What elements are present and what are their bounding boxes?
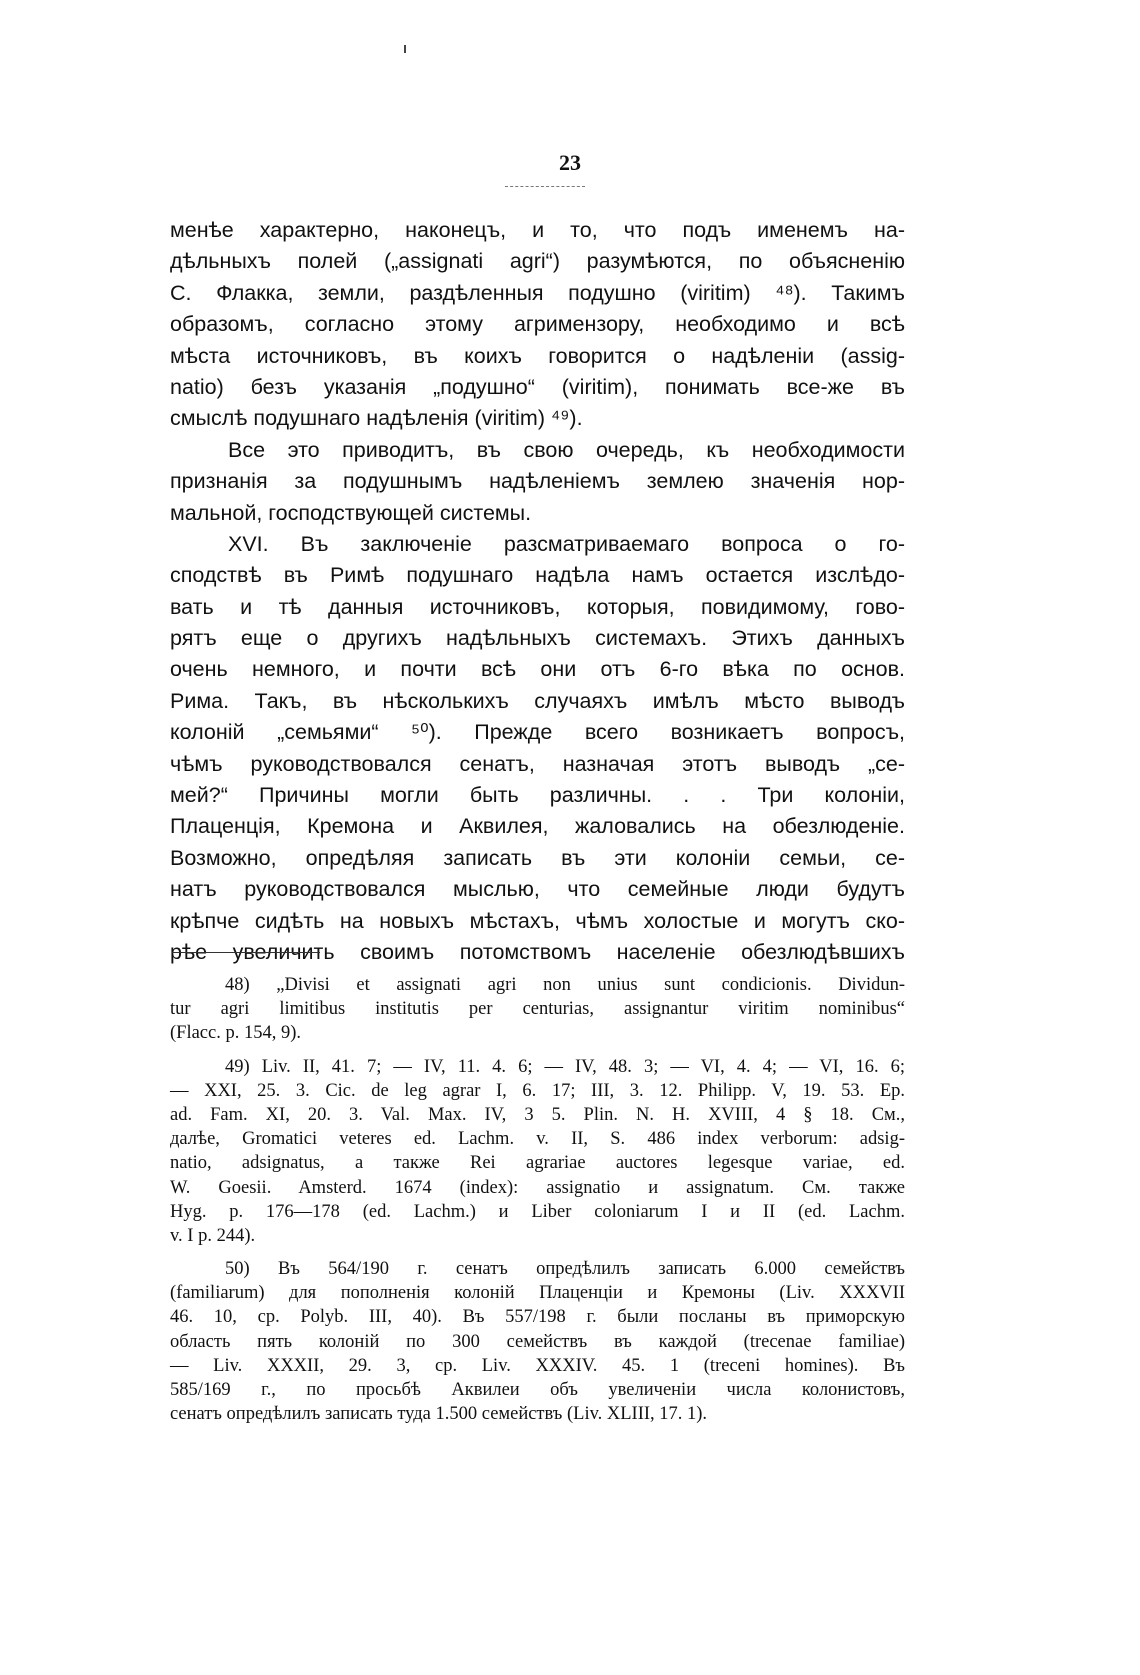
footnote-line: tur agri limitibus institutis per centurias, assignantur viritim nominibus“ bbox=[170, 999, 905, 1020]
footnote-line: natio, adsignatus, а также Rei agrariae auctores legesque variae, ed. bbox=[170, 1153, 905, 1174]
main-text-line: смыслѣ подушнаго надѣленія (viritim) ⁴⁹). bbox=[170, 406, 583, 431]
main-text-line: Плаценція, Кремона и Аквилея, жаловались на обезлюденіе. bbox=[170, 814, 905, 839]
main-text-line: Рима. Такъ, въ нѣсколькихъ случаяхъ имѣлъ мѣсто выводъ bbox=[170, 688, 905, 713]
footnote-separator bbox=[172, 952, 320, 953]
main-text-line: колоній „семьями“ ⁵⁰). Прежде всего возникаетъ вопросъ, bbox=[170, 720, 905, 745]
footnote-line: 50) Въ 564/190 г. сенатъ опредѣлилъ записать 6.000 семействъ bbox=[225, 1259, 905, 1280]
footnote-line: — XXI, 25. 3. Cic. de leg agrar I, 6. 17; III, 3. 12. Philipp. V, 19. 53. Ep. bbox=[170, 1080, 905, 1101]
main-text-line: мей?“ Причины могли быть различны. . . Три колоніи, bbox=[170, 783, 905, 808]
footnote-line: W. Goesii. Amsterd. 1674 (index): assignatio и assignatum. См. также bbox=[170, 1177, 905, 1198]
main-text-line: менѣе характерно, наконецъ, и то, что подъ именемъ на- bbox=[170, 218, 905, 242]
main-text bbox=[170, 215, 905, 968]
footnote-48 bbox=[170, 973, 905, 1046]
footnote-49 bbox=[170, 1055, 905, 1249]
page-number-rule bbox=[505, 186, 585, 187]
footnote-line: сенатъ опредѣлилъ записать туда 1.500 семействъ (Liv. XLIII, 17. 1). bbox=[170, 1404, 708, 1425]
main-text-line: мальной, господствующей системы. bbox=[170, 500, 532, 525]
main-text-line: мѣста источниковъ, въ коихъ говорится о надѣленіи (assig- bbox=[170, 343, 905, 368]
footnote-line: далѣе, Gromatici veteres ed. Lachm. v. II, S. 486 index verborum: adsig- bbox=[170, 1129, 905, 1150]
page-number: 23 bbox=[559, 150, 581, 175]
main-text-line: образомъ, согласно этому агримензору, необходимо и всѣ bbox=[170, 312, 905, 337]
main-text-line: Все это приводитъ, въ свою очередь, къ необходимости bbox=[228, 437, 905, 462]
main-text-line: натъ руководствовался мыслью, что семейные люди будутъ bbox=[170, 877, 905, 902]
scan-artifact-mark bbox=[404, 45, 406, 53]
main-text-line: сподствѣ въ Римѣ подушнаго надѣла намъ остается изслѣдо- bbox=[170, 563, 905, 588]
main-text-line: рятъ еще о другихъ надѣльныхъ системахъ. Этихъ данныхъ bbox=[170, 626, 905, 651]
main-text-line: признанія за подушнымъ надѣленіемъ землею значенія нор- bbox=[170, 469, 905, 494]
main-text-line: очень немного, и почти всѣ они отъ 6-го вѣка по основ. bbox=[170, 657, 905, 682]
main-text-line: вать и тѣ данныя источниковъ, которыя, повидимому, гово- bbox=[170, 594, 905, 619]
main-text-line: Возможно, опредѣляя записать въ эти колоніи семьи, се- bbox=[170, 845, 905, 870]
footnote-line: 48) „Divisi et assignati agri non unius sunt condicionis. Dividun- bbox=[225, 975, 905, 995]
main-text-line: natio) безъ указанія „подушно“ (viritim), понимать все-же въ bbox=[170, 374, 905, 399]
footnote-line: (familiarum) для пополненія колоній Плаценціи и Кремоны (Liv. XXXVII bbox=[170, 1283, 905, 1304]
main-text-line: рѣе увеличить своимъ потомствомъ населеніе обезлюдѣвшихъ bbox=[170, 939, 905, 964]
footnote-line: 46. 10, cp. Polyb. III, 40). Въ 557/198 г. были посланы въ приморскую bbox=[170, 1307, 905, 1328]
main-text-line: XVI. Въ заключеніе разсматриваемаго вопроса о го- bbox=[228, 531, 905, 556]
footnote-line: 49) Liv. II, 41. 7; — IV, 11. 4. 6; — IV, 48. 3; — VI, 4. 4; — VI, 16. 6; bbox=[225, 1056, 905, 1077]
footnote-line: 585/169 г., по просьбѣ Аквилеи объ увеличеніи числа колонистовъ, bbox=[170, 1380, 905, 1400]
footnote-line: Hyg. p. 176—178 (ed. Lachm.) и Liber coloniarum I и II (ed. Lachm. bbox=[170, 1201, 905, 1222]
footnote-line: область пять колоній по 300 семействъ въ каждой (trecenae familiae) bbox=[170, 1331, 905, 1352]
footnotes bbox=[170, 973, 905, 1435]
footnote-line: (Flacc. p. 154, 9). bbox=[170, 1023, 302, 1044]
footnote-line: — Liv. XXXII, 29. 3, cp. Liv. XXXIV. 45. 1 (treceni homines). Въ bbox=[170, 1355, 905, 1376]
footnote-50 bbox=[170, 1257, 905, 1426]
footnote-line: ad. Fam. XI, 20. 3. Val. Max. IV, 3 5. Plin. N. H. XVIII, 4 § 18. См., bbox=[170, 1104, 905, 1125]
main-text-line: дѣльныхъ полей („assignati agri“) разумѣются, по объясненію bbox=[170, 249, 905, 274]
main-text-line: С. Флакка, земли, раздѣленныя подушно (viritim) ⁴⁸). Такимъ bbox=[170, 280, 905, 305]
main-text-line: чѣмъ руководствовался сенатъ, назначая этотъ выводъ „се- bbox=[170, 751, 905, 776]
footnote-line: v. I p. 244). bbox=[170, 1225, 256, 1246]
main-text-line: крѣпче сидѣть на новыхъ мѣстахъ, чѣмъ холостые и могутъ ско- bbox=[170, 908, 905, 933]
